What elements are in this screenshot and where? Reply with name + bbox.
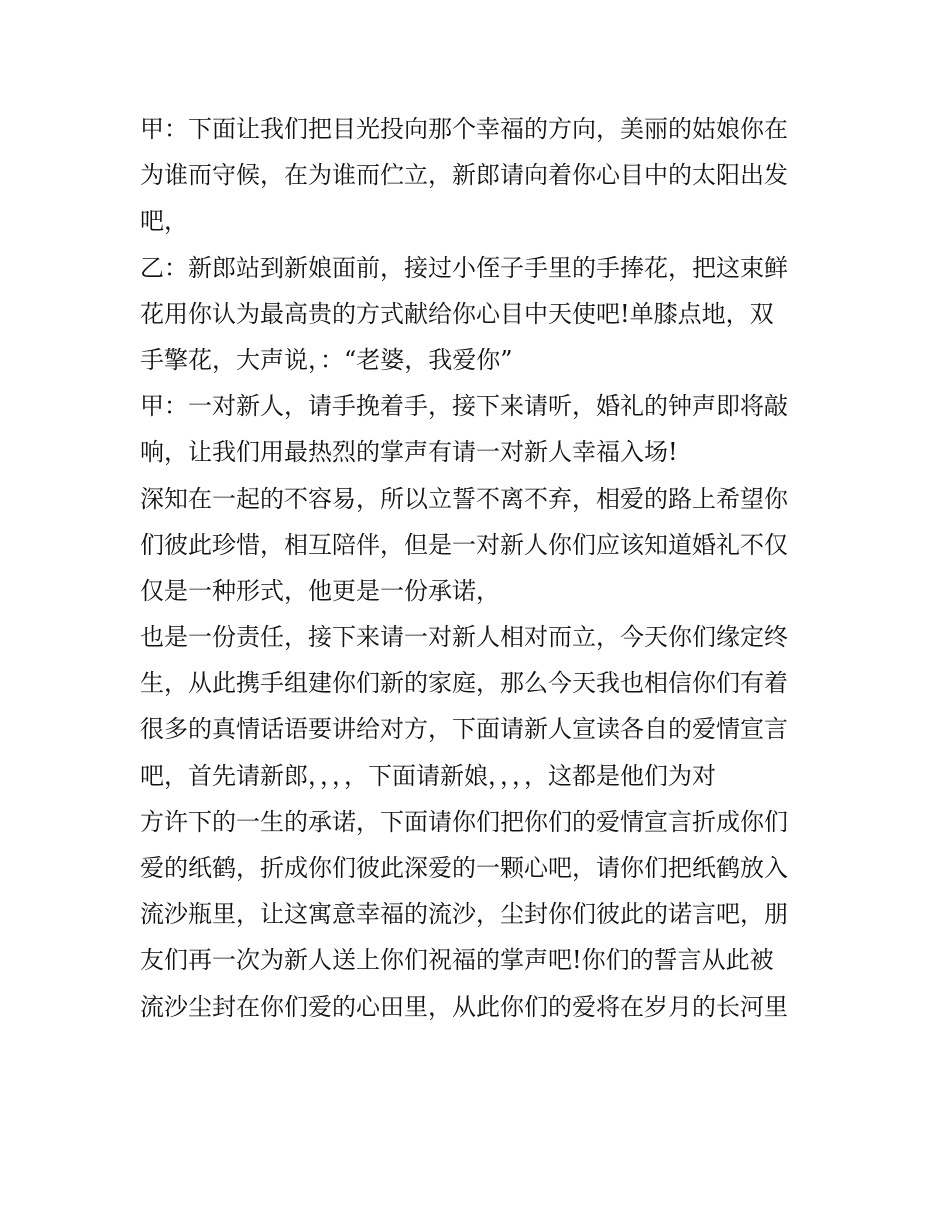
text-line: 吧，首先请新郎，，，，下面请新娘，，，，这都是他们为对 — [140, 761, 716, 790]
text-line: 流沙尘封在你们爱的心田里，从此你们的爱将在岁月的长河里 — [140, 992, 788, 1021]
text-line: 方许下的一生的承诺，下面请你们把你们的爱情宣言折成你们 — [140, 807, 788, 836]
text-line: 甲：一对新人，请手挽着手，接下来请听，婚礼的钟声即将敲 — [140, 392, 788, 421]
text-line: 为谁而守候，在为谁而伫立，新郎请向着你心目中的太阳出发 — [140, 161, 788, 190]
text-line: 深知在一起的不容易，所以立誓不离不弃，相爱的路上希望你 — [140, 484, 788, 513]
text-line: 手擎花，大声说，：“老婆，我爱你” — [140, 345, 513, 374]
text-line: 也是一份责任，接下来请一对新人相对而立，今天你们缘定终 — [140, 623, 788, 652]
text-line: 吧， — [140, 207, 188, 236]
text-line: 流沙瓶里，让这寓意幸福的流沙，尘封你们彼此的诺言吧，朋 — [140, 900, 788, 929]
text-line: 乙：新郎站到新娘面前，接过小侄子手里的手捧花，把这束鲜 — [140, 253, 788, 282]
text-line: 甲：下面让我们把目光投向那个幸福的方向，美丽的姑娘你在 — [140, 115, 788, 143]
text-line: 爱的纸鹤，折成你们彼此深爱的一颗心吧，请你们把纸鹤放入 — [140, 854, 788, 882]
text-line: 生，从此携手组建你们新的家庭，那么今天我也相信你们有着 — [140, 669, 788, 698]
text-line: 们彼此珍惜，相互陪伴，但是一对新人你们应该知道婚礼不仅 — [140, 530, 788, 559]
text-line: 仅是一种形式，他更是一份承诺， — [140, 576, 500, 605]
text-line: 响，让我们用最热烈的掌声有请一对新人幸福入场! — [140, 438, 678, 467]
text-line: 很多的真情话语要讲给对方，下面请新人宣读各自的爱情宣言 — [140, 715, 788, 744]
text-line: 友们再一次为新人送上你们祝福的掌声吧!你们的誓言从此被 — [140, 946, 774, 975]
text-line: 花用你认为最高贵的方式献给你心目中天使吧!单膝点地，双 — [140, 299, 774, 328]
body-text — [140, 106, 820, 1030]
